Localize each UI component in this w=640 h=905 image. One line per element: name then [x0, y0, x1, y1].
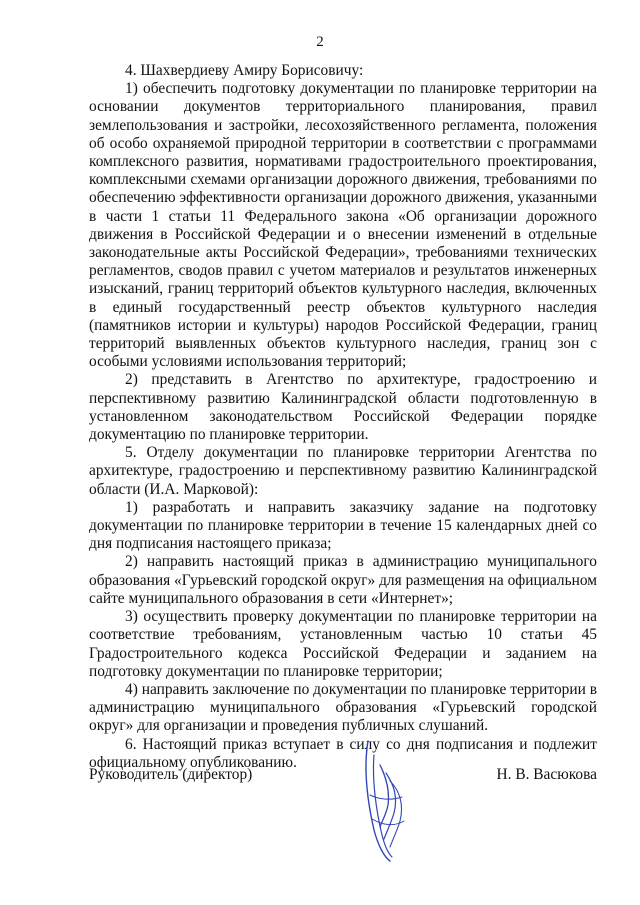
paragraph-item-5-1: 1) разработать и направить заказчику задание на подготовку документации по планировке территории в течение 15 календарных дней со дня подписания настоящего приказа;: [89, 498, 597, 553]
paragraph-item-5-2: 2) направить настоящий приказ в администрацию муниципального образования «Гурьевский городской округ» для размещения на официальном сайте муниципального образования в сети «Интернет»;: [89, 553, 597, 607]
signatory-name: Н. В. Васюкова: [496, 766, 597, 783]
handwritten-signature: [360, 735, 410, 865]
paragraph-item-4-1: 1) обеспечить подготовку документации по планировке территории на основании документов территориального планирования, правил землепользования и застройки, лесохозяйственного регламента, положения об особо охраняемой природной территории в соответствии с программами комплексного развития, нормативами градостроительного проектирования, комплексными схемами организации дорожного движения, требованиями по обеспечению эффективности организации дорожного движения, указанными в части 1 статьи 11 Федерального закона «Об организации дорожного движения в Российской Федерации и о внесении изменений в отдельные законодательные акты Российской Федерации», требованиями технических регламентов, сводов правил с учетом материалов и результатов инженерных изысканий, границ территорий объектов культурного наследия, включенных в единый государственный реестр объектов культурного наследия (памятников истории и культуры) народов Российской Федерации, границ территорий выявленных объектов культурного наследия, границ зон с особыми условиями использования территорий;: [89, 80, 597, 371]
document-body: [89, 62, 597, 772]
signature-block: [89, 766, 597, 786]
paragraph-item-5-4: 4) направить заключение по документации по планировке территории в администрацию муниципального образования «Гурьевский городской округ» для организации и проведения публичных слушаний.: [89, 680, 597, 735]
page-number: 2: [316, 34, 324, 50]
paragraph-item-5-3: 3) осуществить проверку документации по планировке территории на соответствие требованиям, установленным частью 10 статьи 45 Градостроительного кодекса Российской Федерации и заданием на подготовку документации по планировке территории;: [89, 608, 597, 680]
paragraph-item-4-2: 2) представить в Агентство по архитектуре, градостроению и перспективному развитию Калининградской области подготовленную в установленном законодательством Российской Федерации порядке документацию по планировке территории.: [89, 371, 597, 444]
paragraph-item-6: 6. Настоящий приказ вступает в силу со дня подписания и подлежит официальному опубликованию.: [89, 735, 597, 771]
signatory-title: Руководитель (директор): [89, 766, 253, 783]
paragraph-item-5-heading: 5. Отделу документации по планировке территории Агентства по архитектуре, градостроению и перспективному развитию Калининградской области (И.А. Марковой):: [89, 444, 597, 498]
paragraph-item-4-heading: 4. Шахвердиеву Амиру Борисовичу:: [125, 62, 364, 79]
